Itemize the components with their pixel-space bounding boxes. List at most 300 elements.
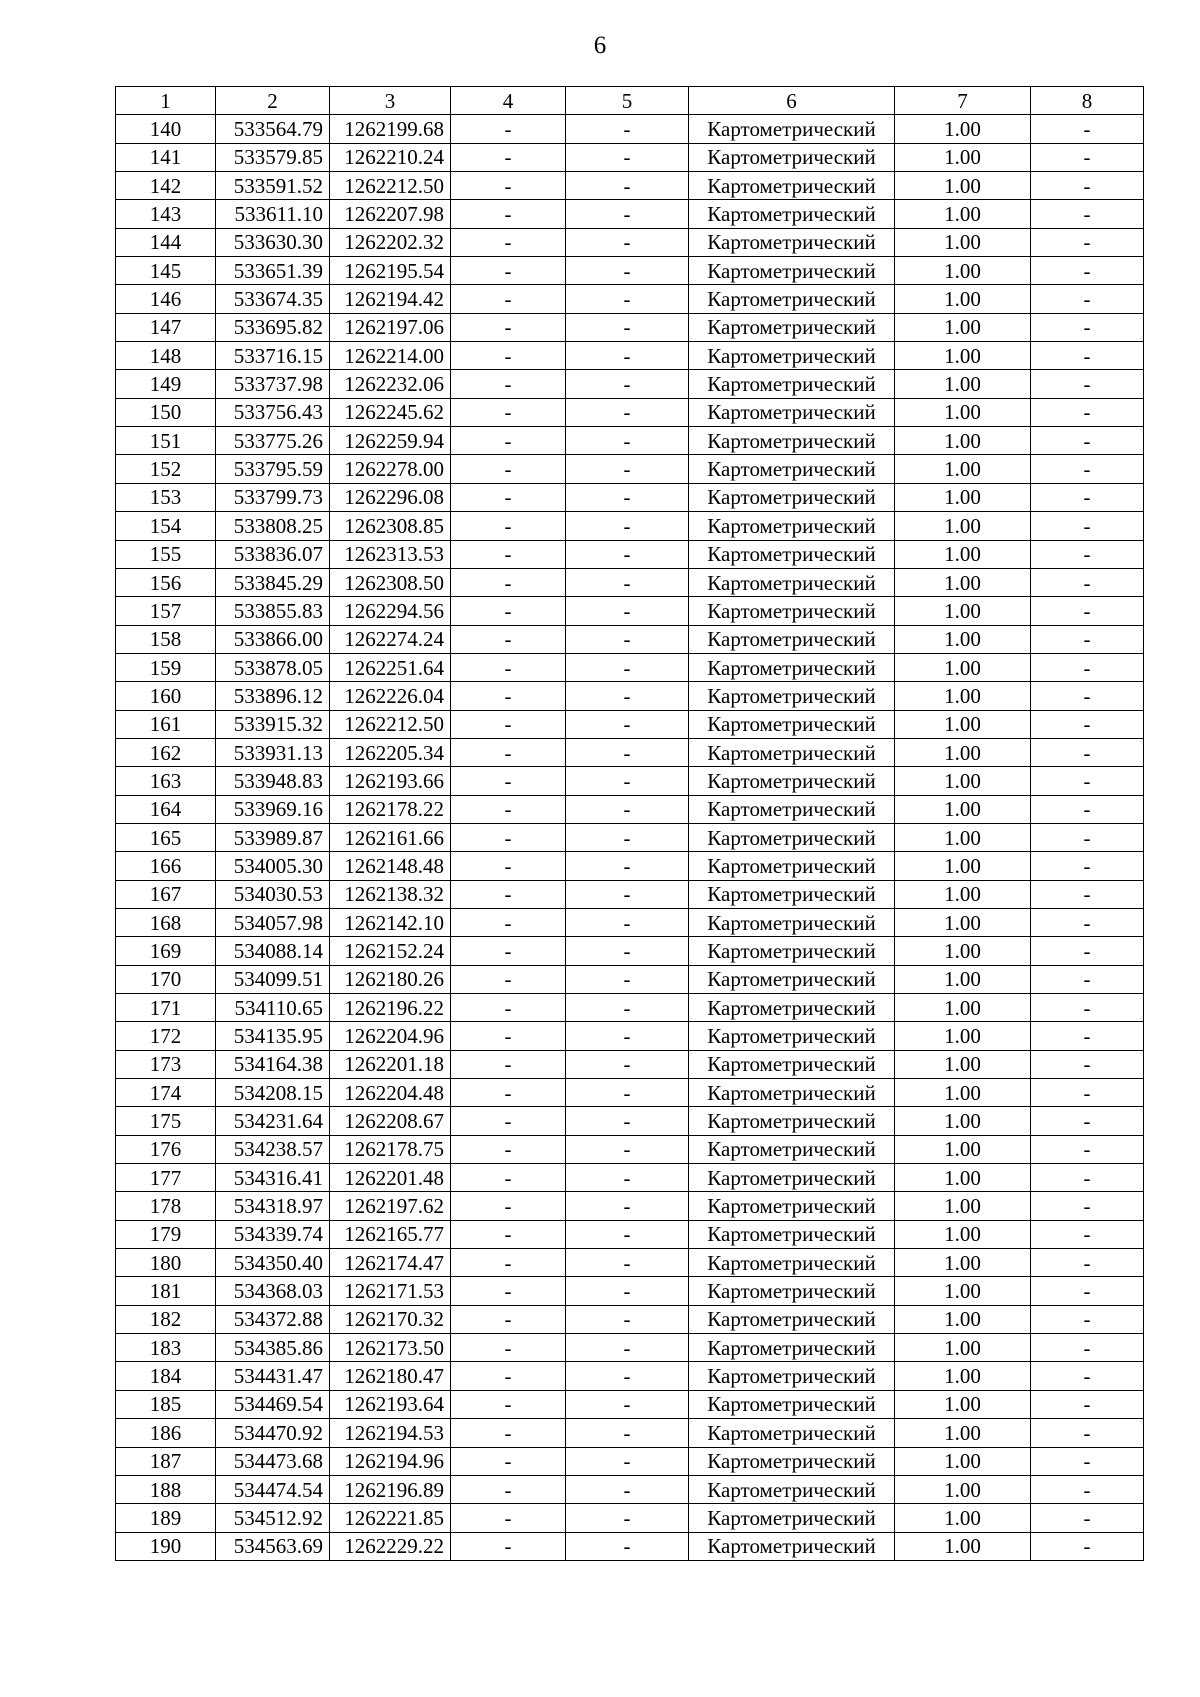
column-4-cell: - <box>451 1362 566 1390</box>
column-5-cell: - <box>566 1277 689 1305</box>
table-row <box>116 1390 1144 1418</box>
column-4-cell: - <box>451 682 566 710</box>
y-coordinate-cell: 1262194.96 <box>330 1447 451 1475</box>
point-number-cell: 149 <box>116 370 216 398</box>
column-header: 2 <box>216 87 330 115</box>
accuracy-cell: 1.00 <box>895 1135 1031 1163</box>
column-4-cell: - <box>451 823 566 851</box>
method-cell: Картометрический <box>689 710 895 738</box>
column-8-cell: - <box>1031 427 1144 455</box>
point-number-cell: 145 <box>116 257 216 285</box>
y-coordinate-cell: 1262259.94 <box>330 427 451 455</box>
table-row <box>116 512 1144 540</box>
method-cell: Картометрический <box>689 965 895 993</box>
column-4-cell: - <box>451 1504 566 1532</box>
column-4-cell: - <box>451 880 566 908</box>
column-4-cell: - <box>451 1050 566 1078</box>
table-row <box>116 483 1144 511</box>
column-4-cell: - <box>451 483 566 511</box>
x-coordinate-cell: 534316.41 <box>216 1164 330 1192</box>
column-5-cell: - <box>566 1390 689 1418</box>
point-number-cell: 146 <box>116 285 216 313</box>
y-coordinate-cell: 1262165.77 <box>330 1220 451 1248</box>
x-coordinate-cell: 534469.54 <box>216 1390 330 1418</box>
table-row <box>116 682 1144 710</box>
table-row <box>116 738 1144 766</box>
column-5-cell: - <box>566 1107 689 1135</box>
accuracy-cell: 1.00 <box>895 738 1031 766</box>
table-row <box>116 937 1144 965</box>
column-4-cell: - <box>451 427 566 455</box>
table-row <box>116 1107 1144 1135</box>
table-header-row <box>116 87 1144 115</box>
column-5-cell: - <box>566 1079 689 1107</box>
y-coordinate-cell: 1262251.64 <box>330 653 451 681</box>
column-4-cell: - <box>451 795 566 823</box>
table-row <box>116 1220 1144 1248</box>
accuracy-cell: 1.00 <box>895 1249 1031 1277</box>
point-number-cell: 152 <box>116 455 216 483</box>
column-4-cell: - <box>451 398 566 426</box>
table-row <box>116 795 1144 823</box>
table-row <box>116 143 1144 171</box>
y-coordinate-cell: 1262229.22 <box>330 1532 451 1560</box>
point-number-cell: 163 <box>116 767 216 795</box>
column-8-cell: - <box>1031 965 1144 993</box>
column-5-cell: - <box>566 1447 689 1475</box>
table-row <box>116 625 1144 653</box>
table-row <box>116 1447 1144 1475</box>
x-coordinate-cell: 533795.59 <box>216 455 330 483</box>
point-number-cell: 140 <box>116 115 216 143</box>
y-coordinate-cell: 1262178.22 <box>330 795 451 823</box>
table-row <box>116 597 1144 625</box>
y-coordinate-cell: 1262193.64 <box>330 1390 451 1418</box>
column-5-cell: - <box>566 370 689 398</box>
column-8-cell: - <box>1031 1390 1144 1418</box>
column-4-cell: - <box>451 1164 566 1192</box>
x-coordinate-cell: 534099.51 <box>216 965 330 993</box>
table-row <box>116 710 1144 738</box>
column-8-cell: - <box>1031 398 1144 426</box>
point-number-cell: 142 <box>116 172 216 200</box>
page-number: 6 <box>593 32 607 59</box>
method-cell: Картометрический <box>689 143 895 171</box>
y-coordinate-cell: 1262202.32 <box>330 228 451 256</box>
column-5-cell: - <box>566 1419 689 1447</box>
column-8-cell: - <box>1031 597 1144 625</box>
x-coordinate-cell: 533989.87 <box>216 823 330 851</box>
x-coordinate-cell: 533866.00 <box>216 625 330 653</box>
column-8-cell: - <box>1031 228 1144 256</box>
column-8-cell: - <box>1031 540 1144 568</box>
method-cell: Картометрический <box>689 1305 895 1333</box>
accuracy-cell: 1.00 <box>895 1220 1031 1248</box>
column-8-cell: - <box>1031 625 1144 653</box>
point-number-cell: 168 <box>116 908 216 936</box>
accuracy-cell: 1.00 <box>895 1277 1031 1305</box>
column-4-cell: - <box>451 1447 566 1475</box>
accuracy-cell: 1.00 <box>895 1362 1031 1390</box>
y-coordinate-cell: 1262210.24 <box>330 143 451 171</box>
accuracy-cell: 1.00 <box>895 937 1031 965</box>
column-5-cell: - <box>566 200 689 228</box>
method-cell: Картометрический <box>689 795 895 823</box>
accuracy-cell: 1.00 <box>895 115 1031 143</box>
column-header: 6 <box>689 87 895 115</box>
method-cell: Картометрический <box>689 1447 895 1475</box>
x-coordinate-cell: 534372.88 <box>216 1305 330 1333</box>
x-coordinate-cell: 533756.43 <box>216 398 330 426</box>
method-cell: Картометрический <box>689 115 895 143</box>
point-number-cell: 185 <box>116 1390 216 1418</box>
column-8-cell: - <box>1031 1135 1144 1163</box>
column-8-cell: - <box>1031 200 1144 228</box>
accuracy-cell: 1.00 <box>895 257 1031 285</box>
table-row <box>116 1362 1144 1390</box>
method-cell: Картометрический <box>689 540 895 568</box>
point-number-cell: 183 <box>116 1334 216 1362</box>
accuracy-cell: 1.00 <box>895 1022 1031 1050</box>
table-row <box>116 1277 1144 1305</box>
table-row <box>116 852 1144 880</box>
x-coordinate-cell: 533799.73 <box>216 483 330 511</box>
x-coordinate-cell: 533630.30 <box>216 228 330 256</box>
column-8-cell: - <box>1031 738 1144 766</box>
method-cell: Картометрический <box>689 1164 895 1192</box>
method-cell: Картометрический <box>689 597 895 625</box>
y-coordinate-cell: 1262194.42 <box>330 285 451 313</box>
x-coordinate-cell: 533737.98 <box>216 370 330 398</box>
point-number-cell: 165 <box>116 823 216 851</box>
column-8-cell: - <box>1031 1305 1144 1333</box>
point-number-cell: 160 <box>116 682 216 710</box>
x-coordinate-cell: 534110.65 <box>216 994 330 1022</box>
accuracy-cell: 1.00 <box>895 427 1031 455</box>
column-8-cell: - <box>1031 767 1144 795</box>
point-number-cell: 171 <box>116 994 216 1022</box>
x-coordinate-cell: 534005.30 <box>216 852 330 880</box>
accuracy-cell: 1.00 <box>895 228 1031 256</box>
method-cell: Картометрический <box>689 1192 895 1220</box>
y-coordinate-cell: 1262214.00 <box>330 342 451 370</box>
y-coordinate-cell: 1262148.48 <box>330 852 451 880</box>
column-5-cell: - <box>566 823 689 851</box>
column-8-cell: - <box>1031 455 1144 483</box>
method-cell: Картометрический <box>689 625 895 653</box>
method-cell: Картометрический <box>689 1022 895 1050</box>
column-5-cell: - <box>566 738 689 766</box>
table-row <box>116 398 1144 426</box>
table-row <box>116 823 1144 851</box>
accuracy-cell: 1.00 <box>895 625 1031 653</box>
accuracy-cell: 1.00 <box>895 1390 1031 1418</box>
column-4-cell: - <box>451 143 566 171</box>
y-coordinate-cell: 1262221.85 <box>330 1504 451 1532</box>
column-5-cell: - <box>566 852 689 880</box>
method-cell: Картометрический <box>689 823 895 851</box>
x-coordinate-cell: 534135.95 <box>216 1022 330 1050</box>
method-cell: Картометрический <box>689 1107 895 1135</box>
column-4-cell: - <box>451 597 566 625</box>
column-4-cell: - <box>451 342 566 370</box>
column-5-cell: - <box>566 540 689 568</box>
column-8-cell: - <box>1031 512 1144 540</box>
method-cell: Картометрический <box>689 1504 895 1532</box>
column-8-cell: - <box>1031 908 1144 936</box>
x-coordinate-cell: 533716.15 <box>216 342 330 370</box>
accuracy-cell: 1.00 <box>895 370 1031 398</box>
accuracy-cell: 1.00 <box>895 852 1031 880</box>
column-8-cell: - <box>1031 1532 1144 1560</box>
accuracy-cell: 1.00 <box>895 880 1031 908</box>
column-4-cell: - <box>451 1305 566 1333</box>
column-8-cell: - <box>1031 880 1144 908</box>
x-coordinate-cell: 534368.03 <box>216 1277 330 1305</box>
y-coordinate-cell: 1262226.04 <box>330 682 451 710</box>
y-coordinate-cell: 1262195.54 <box>330 257 451 285</box>
y-coordinate-cell: 1262170.32 <box>330 1305 451 1333</box>
table-row <box>116 540 1144 568</box>
column-8-cell: - <box>1031 1419 1144 1447</box>
column-5-cell: - <box>566 625 689 653</box>
x-coordinate-cell: 533915.32 <box>216 710 330 738</box>
accuracy-cell: 1.00 <box>895 1050 1031 1078</box>
column-5-cell: - <box>566 937 689 965</box>
x-coordinate-cell: 534057.98 <box>216 908 330 936</box>
point-number-cell: 182 <box>116 1305 216 1333</box>
y-coordinate-cell: 1262138.32 <box>330 880 451 908</box>
method-cell: Картометрический <box>689 682 895 710</box>
table-row <box>116 568 1144 596</box>
y-coordinate-cell: 1262152.24 <box>330 937 451 965</box>
method-cell: Картометрический <box>689 1249 895 1277</box>
point-number-cell: 177 <box>116 1164 216 1192</box>
point-number-cell: 190 <box>116 1532 216 1560</box>
column-4-cell: - <box>451 965 566 993</box>
accuracy-cell: 1.00 <box>895 1079 1031 1107</box>
point-number-cell: 172 <box>116 1022 216 1050</box>
table-row <box>116 908 1144 936</box>
x-coordinate-cell: 534512.92 <box>216 1504 330 1532</box>
y-coordinate-cell: 1262205.34 <box>330 738 451 766</box>
accuracy-cell: 1.00 <box>895 568 1031 596</box>
accuracy-cell: 1.00 <box>895 1164 1031 1192</box>
method-cell: Картометрический <box>689 653 895 681</box>
x-coordinate-cell: 533845.29 <box>216 568 330 596</box>
y-coordinate-cell: 1262199.68 <box>330 115 451 143</box>
column-5-cell: - <box>566 653 689 681</box>
column-8-cell: - <box>1031 682 1144 710</box>
table-row <box>116 1050 1144 1078</box>
column-5-cell: - <box>566 1305 689 1333</box>
y-coordinate-cell: 1262294.56 <box>330 597 451 625</box>
accuracy-cell: 1.00 <box>895 1475 1031 1503</box>
table-row <box>116 1504 1144 1532</box>
method-cell: Картометрический <box>689 937 895 965</box>
y-coordinate-cell: 1262212.50 <box>330 172 451 200</box>
x-coordinate-cell: 534318.97 <box>216 1192 330 1220</box>
table-row <box>116 257 1144 285</box>
table-body <box>116 115 1144 1561</box>
accuracy-cell: 1.00 <box>895 1192 1031 1220</box>
x-coordinate-cell: 534030.53 <box>216 880 330 908</box>
column-8-cell: - <box>1031 285 1144 313</box>
method-cell: Картометрический <box>689 1050 895 1078</box>
column-4-cell: - <box>451 257 566 285</box>
column-4-cell: - <box>451 710 566 738</box>
column-4-cell: - <box>451 1220 566 1248</box>
x-coordinate-cell: 534088.14 <box>216 937 330 965</box>
y-coordinate-cell: 1262161.66 <box>330 823 451 851</box>
column-5-cell: - <box>566 427 689 455</box>
column-5-cell: - <box>566 965 689 993</box>
column-4-cell: - <box>451 1334 566 1362</box>
point-number-cell: 188 <box>116 1475 216 1503</box>
column-8-cell: - <box>1031 257 1144 285</box>
accuracy-cell: 1.00 <box>895 1447 1031 1475</box>
column-8-cell: - <box>1031 823 1144 851</box>
point-number-cell: 153 <box>116 483 216 511</box>
column-5-cell: - <box>566 1050 689 1078</box>
table-row <box>116 228 1144 256</box>
column-header: 8 <box>1031 87 1144 115</box>
column-4-cell: - <box>451 1079 566 1107</box>
column-4-cell: - <box>451 653 566 681</box>
column-5-cell: - <box>566 1220 689 1248</box>
point-number-cell: 164 <box>116 795 216 823</box>
column-5-cell: - <box>566 597 689 625</box>
column-8-cell: - <box>1031 1107 1144 1135</box>
accuracy-cell: 1.00 <box>895 908 1031 936</box>
y-coordinate-cell: 1262196.22 <box>330 994 451 1022</box>
x-coordinate-cell: 533674.35 <box>216 285 330 313</box>
y-coordinate-cell: 1262207.98 <box>330 200 451 228</box>
column-8-cell: - <box>1031 1164 1144 1192</box>
column-8-cell: - <box>1031 370 1144 398</box>
column-5-cell: - <box>566 313 689 341</box>
point-number-cell: 162 <box>116 738 216 766</box>
column-8-cell: - <box>1031 994 1144 1022</box>
table-row <box>116 342 1144 370</box>
x-coordinate-cell: 533611.10 <box>216 200 330 228</box>
point-number-cell: 187 <box>116 1447 216 1475</box>
column-8-cell: - <box>1031 937 1144 965</box>
column-8-cell: - <box>1031 852 1144 880</box>
column-4-cell: - <box>451 285 566 313</box>
point-number-cell: 180 <box>116 1249 216 1277</box>
point-number-cell: 161 <box>116 710 216 738</box>
x-coordinate-cell: 534431.47 <box>216 1362 330 1390</box>
y-coordinate-cell: 1262313.53 <box>330 540 451 568</box>
table-row <box>116 115 1144 143</box>
column-4-cell: - <box>451 512 566 540</box>
column-5-cell: - <box>566 710 689 738</box>
x-coordinate-cell: 534563.69 <box>216 1532 330 1560</box>
x-coordinate-cell: 534474.54 <box>216 1475 330 1503</box>
method-cell: Картометрический <box>689 852 895 880</box>
column-8-cell: - <box>1031 653 1144 681</box>
column-8-cell: - <box>1031 568 1144 596</box>
column-header: 7 <box>895 87 1031 115</box>
column-5-cell: - <box>566 285 689 313</box>
y-coordinate-cell: 1262201.48 <box>330 1164 451 1192</box>
column-8-cell: - <box>1031 1192 1144 1220</box>
column-4-cell: - <box>451 767 566 795</box>
column-4-cell: - <box>451 908 566 936</box>
point-number-cell: 167 <box>116 880 216 908</box>
method-cell: Картометрический <box>689 738 895 766</box>
method-cell: Картометрический <box>689 1220 895 1248</box>
column-5-cell: - <box>566 568 689 596</box>
accuracy-cell: 1.00 <box>895 994 1031 1022</box>
x-coordinate-cell: 534350.40 <box>216 1249 330 1277</box>
table-row <box>116 1475 1144 1503</box>
point-number-cell: 179 <box>116 1220 216 1248</box>
accuracy-cell: 1.00 <box>895 823 1031 851</box>
column-5-cell: - <box>566 143 689 171</box>
column-4-cell: - <box>451 1107 566 1135</box>
column-4-cell: - <box>451 1390 566 1418</box>
accuracy-cell: 1.00 <box>895 455 1031 483</box>
table-row <box>116 1022 1144 1050</box>
point-number-cell: 166 <box>116 852 216 880</box>
method-cell: Картометрический <box>689 483 895 511</box>
column-5-cell: - <box>566 342 689 370</box>
x-coordinate-cell: 534208.15 <box>216 1079 330 1107</box>
column-header: 5 <box>566 87 689 115</box>
table-row <box>116 1305 1144 1333</box>
column-4-cell: - <box>451 994 566 1022</box>
column-8-cell: - <box>1031 1447 1144 1475</box>
accuracy-cell: 1.00 <box>895 172 1031 200</box>
method-cell: Картометрический <box>689 172 895 200</box>
method-cell: Картометрический <box>689 455 895 483</box>
y-coordinate-cell: 1262180.47 <box>330 1362 451 1390</box>
method-cell: Картометрический <box>689 370 895 398</box>
method-cell: Картометрический <box>689 1135 895 1163</box>
column-8-cell: - <box>1031 172 1144 200</box>
column-5-cell: - <box>566 1504 689 1532</box>
column-5-cell: - <box>566 455 689 483</box>
x-coordinate-cell: 533948.83 <box>216 767 330 795</box>
column-5-cell: - <box>566 115 689 143</box>
accuracy-cell: 1.00 <box>895 313 1031 341</box>
table-row <box>116 285 1144 313</box>
y-coordinate-cell: 1262232.06 <box>330 370 451 398</box>
column-header: 4 <box>451 87 566 115</box>
accuracy-cell: 1.00 <box>895 483 1031 511</box>
column-5-cell: - <box>566 1475 689 1503</box>
point-number-cell: 178 <box>116 1192 216 1220</box>
column-4-cell: - <box>451 738 566 766</box>
x-coordinate-cell: 534339.74 <box>216 1220 330 1248</box>
accuracy-cell: 1.00 <box>895 540 1031 568</box>
method-cell: Картометрический <box>689 398 895 426</box>
point-number-cell: 157 <box>116 597 216 625</box>
column-5-cell: - <box>566 908 689 936</box>
column-4-cell: - <box>451 228 566 256</box>
column-4-cell: - <box>451 625 566 653</box>
table-row <box>116 1164 1144 1192</box>
method-cell: Картометрический <box>689 285 895 313</box>
table-row <box>116 1419 1144 1447</box>
x-coordinate-cell: 534164.38 <box>216 1050 330 1078</box>
point-number-cell: 141 <box>116 143 216 171</box>
column-8-cell: - <box>1031 1475 1144 1503</box>
accuracy-cell: 1.00 <box>895 200 1031 228</box>
y-coordinate-cell: 1262194.53 <box>330 1419 451 1447</box>
